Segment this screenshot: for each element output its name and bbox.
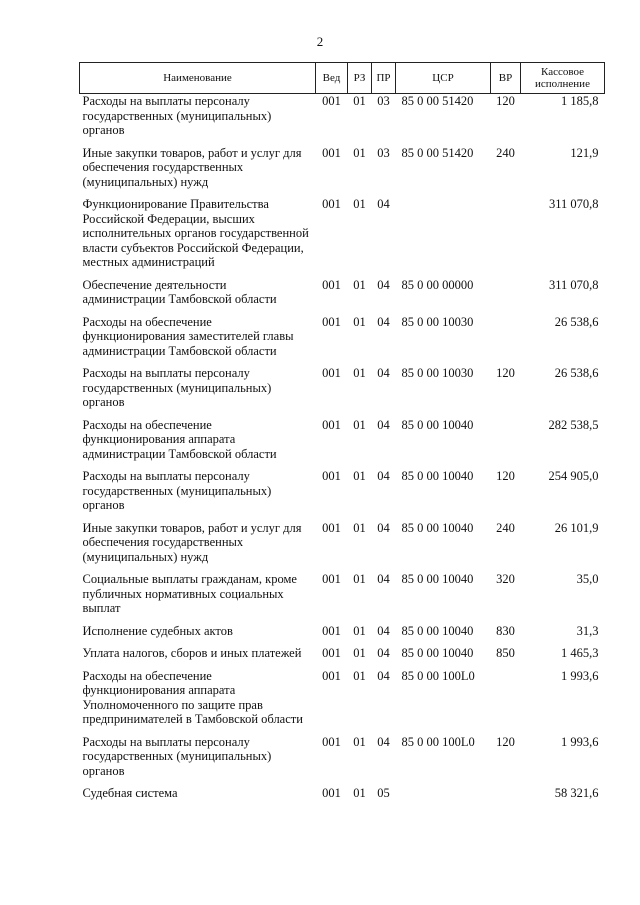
cell-rz: 01 <box>353 623 366 638</box>
table-row <box>80 624 605 647</box>
table-row <box>80 469 605 521</box>
cell-rz: 01 <box>353 145 366 160</box>
cell-ved: 001 <box>322 197 341 211</box>
table-row <box>80 521 605 573</box>
cell-name: Иные закупки товаров, работ и услуг для обеспечения государственных (муниципальных) нужд <box>82 520 302 564</box>
header-rz: РЗ <box>348 63 372 94</box>
cell-exec: 1 993,6 <box>561 734 599 749</box>
page-number: 2 <box>316 34 324 49</box>
cell-name: Судебная система <box>82 786 178 800</box>
cell-vr: 850 <box>496 646 515 660</box>
cell-ved: 001 <box>322 646 341 660</box>
cell-name: Исполнение судебных актов <box>82 623 233 638</box>
cell-exec: 26 538,6 <box>554 314 599 329</box>
header-exec: Кассовое исполнение <box>521 63 605 94</box>
cell-exec: 26 101,9 <box>554 520 599 535</box>
cell-exec: 58 321,6 <box>554 786 599 800</box>
cell-pr: 04 <box>377 197 390 211</box>
cell-vr: 830 <box>496 623 515 638</box>
cell-pr: 04 <box>377 520 390 535</box>
cell-name: Обеспечение деятельности администрации Тамбовской области <box>82 277 277 306</box>
cell-ved: 001 <box>322 145 341 160</box>
table-row <box>80 278 605 315</box>
cell-name: Иные закупки товаров, работ и услуг для обеспечения государственных (муниципальных) нужд <box>82 145 302 189</box>
cell-name: Уплата налогов, сборов и иных платежей <box>82 646 302 660</box>
cell-csr: 85 0 00 51420 <box>401 94 474 108</box>
cell-pr: 04 <box>377 734 390 749</box>
cell-pr: 05 <box>377 786 390 800</box>
header-ved: Вед <box>316 63 348 94</box>
cell-vr: 240 <box>496 145 515 160</box>
cell-pr: 04 <box>377 469 390 483</box>
cell-ved: 001 <box>322 668 341 683</box>
table-body <box>80 94 605 809</box>
table-row <box>80 197 605 278</box>
cell-exec: 26 538,6 <box>554 366 599 380</box>
cell-rz: 01 <box>353 277 366 292</box>
cell-vr: 120 <box>496 94 515 108</box>
cell-exec: 121,9 <box>570 145 599 160</box>
cell-name: Социальные выплаты гражданам, кроме публичных нормативных социальных выплат <box>82 572 297 615</box>
table-row <box>80 786 605 809</box>
cell-exec: 311 070,8 <box>548 197 599 211</box>
cell-vr <box>491 315 521 367</box>
cell-rz: 01 <box>353 786 366 800</box>
cell-rz: 01 <box>353 197 366 211</box>
cell-csr: 85 0 00 10040 <box>401 572 474 586</box>
cell-rz: 01 <box>353 572 366 586</box>
cell-rz: 01 <box>353 668 366 683</box>
cell-exec: 254 905,0 <box>548 469 599 483</box>
cell-rz: 01 <box>353 469 366 483</box>
cell-csr: 85 0 00 10040 <box>401 417 474 432</box>
cell-exec: 1 993,6 <box>561 668 599 683</box>
cell-vr <box>491 278 521 315</box>
table-row <box>80 572 605 624</box>
cell-csr: 85 0 00 00000 <box>401 277 474 292</box>
cell-ved: 001 <box>322 623 341 638</box>
cell-rz: 01 <box>353 520 366 535</box>
cell-exec: 311 070,8 <box>548 277 599 292</box>
cell-exec: 31,3 <box>576 623 599 638</box>
cell-vr <box>491 669 521 735</box>
cell-vr: 120 <box>496 469 515 483</box>
cell-ved: 001 <box>322 94 341 108</box>
cell-name: Расходы на обеспечение функционирования аппарата администрации Тамбовской области <box>82 417 277 461</box>
table-row <box>80 735 605 787</box>
cell-name: Расходы на выплаты персоналу государственных (муниципальных) органов <box>82 366 272 409</box>
cell-vr: 240 <box>496 520 515 535</box>
cell-ved: 001 <box>322 520 341 535</box>
cell-exec: 1 465,3 <box>561 646 599 660</box>
cell-rz: 01 <box>353 646 366 660</box>
cell-name: Расходы на обеспечение функционирования заместителей главы администрации Тамбовской области <box>82 314 294 358</box>
table-row <box>80 146 605 198</box>
cell-csr: 85 0 00 10040 <box>401 520 474 535</box>
header-csr: ЦСР <box>396 63 491 94</box>
cell-csr: 85 0 00 10040 <box>401 623 474 638</box>
table-row <box>80 366 605 418</box>
cell-exec: 1 185,8 <box>561 94 599 108</box>
table-row <box>80 418 605 470</box>
table-row <box>80 646 605 669</box>
cell-rz: 01 <box>353 94 366 108</box>
cell-ved: 001 <box>322 417 341 432</box>
cell-csr: 85 0 00 10040 <box>401 469 474 483</box>
cell-pr: 04 <box>377 668 390 683</box>
header-pr: ПР <box>372 63 396 94</box>
cell-vr <box>491 418 521 470</box>
cell-csr: 85 0 00 100L0 <box>401 668 475 683</box>
cell-csr <box>396 197 491 278</box>
cell-pr: 03 <box>377 94 390 108</box>
cell-ved: 001 <box>322 366 341 380</box>
cell-csr <box>396 786 491 809</box>
cell-pr: 04 <box>377 646 390 660</box>
header-vr: ВР <box>491 63 521 94</box>
cell-ved: 001 <box>322 277 341 292</box>
cell-csr: 85 0 00 10030 <box>401 314 474 329</box>
cell-name: Расходы на выплаты персоналу государственных (муниципальных) органов <box>82 94 272 137</box>
cell-ved: 001 <box>322 734 341 749</box>
cell-pr: 04 <box>377 366 390 380</box>
cell-csr: 85 0 00 100L0 <box>401 734 475 749</box>
cell-ved: 001 <box>322 786 341 800</box>
cell-csr: 85 0 00 51420 <box>401 145 474 160</box>
cell-csr: 85 0 00 10030 <box>401 366 474 380</box>
cell-pr: 04 <box>377 277 390 292</box>
cell-pr: 04 <box>377 623 390 638</box>
cell-rz: 01 <box>353 314 366 329</box>
cell-vr <box>491 197 521 278</box>
table-row <box>80 94 605 146</box>
cell-exec: 282 538,5 <box>548 417 599 432</box>
cell-rz: 01 <box>353 366 366 380</box>
cell-ved: 001 <box>322 469 341 483</box>
cell-pr: 04 <box>377 417 390 432</box>
cell-vr: 320 <box>496 572 515 586</box>
cell-name: Расходы на обеспечение функционирования аппарата Уполномоченного по защите прав предпринимателей в Тамбовской области <box>82 668 303 726</box>
cell-vr: 120 <box>496 366 515 380</box>
cell-ved: 001 <box>322 314 341 329</box>
cell-name: Расходы на выплаты персоналу государственных (муниципальных) органов <box>82 734 272 778</box>
cell-rz: 01 <box>353 734 366 749</box>
table-row <box>80 315 605 367</box>
cell-exec: 35,0 <box>576 572 599 586</box>
cell-rz: 01 <box>353 417 366 432</box>
cell-name: Функционирование Правительства Российской Федерации, высших исполнительных органов государственной власти субъектов Российской Федерации, местных администраций <box>82 197 309 269</box>
cell-pr: 03 <box>377 145 390 160</box>
cell-ved: 001 <box>322 572 341 586</box>
table-row <box>80 669 605 735</box>
cell-pr: 04 <box>377 314 390 329</box>
cell-name: Расходы на выплаты персоналу государственных (муниципальных) органов <box>82 469 272 512</box>
header-name: Наименование <box>80 63 316 94</box>
cell-vr <box>491 786 521 809</box>
table-header-row <box>80 63 605 94</box>
cell-pr: 04 <box>377 572 390 586</box>
cell-vr: 120 <box>496 734 515 749</box>
cell-csr: 85 0 00 10040 <box>401 646 474 660</box>
budget-table <box>79 62 605 809</box>
